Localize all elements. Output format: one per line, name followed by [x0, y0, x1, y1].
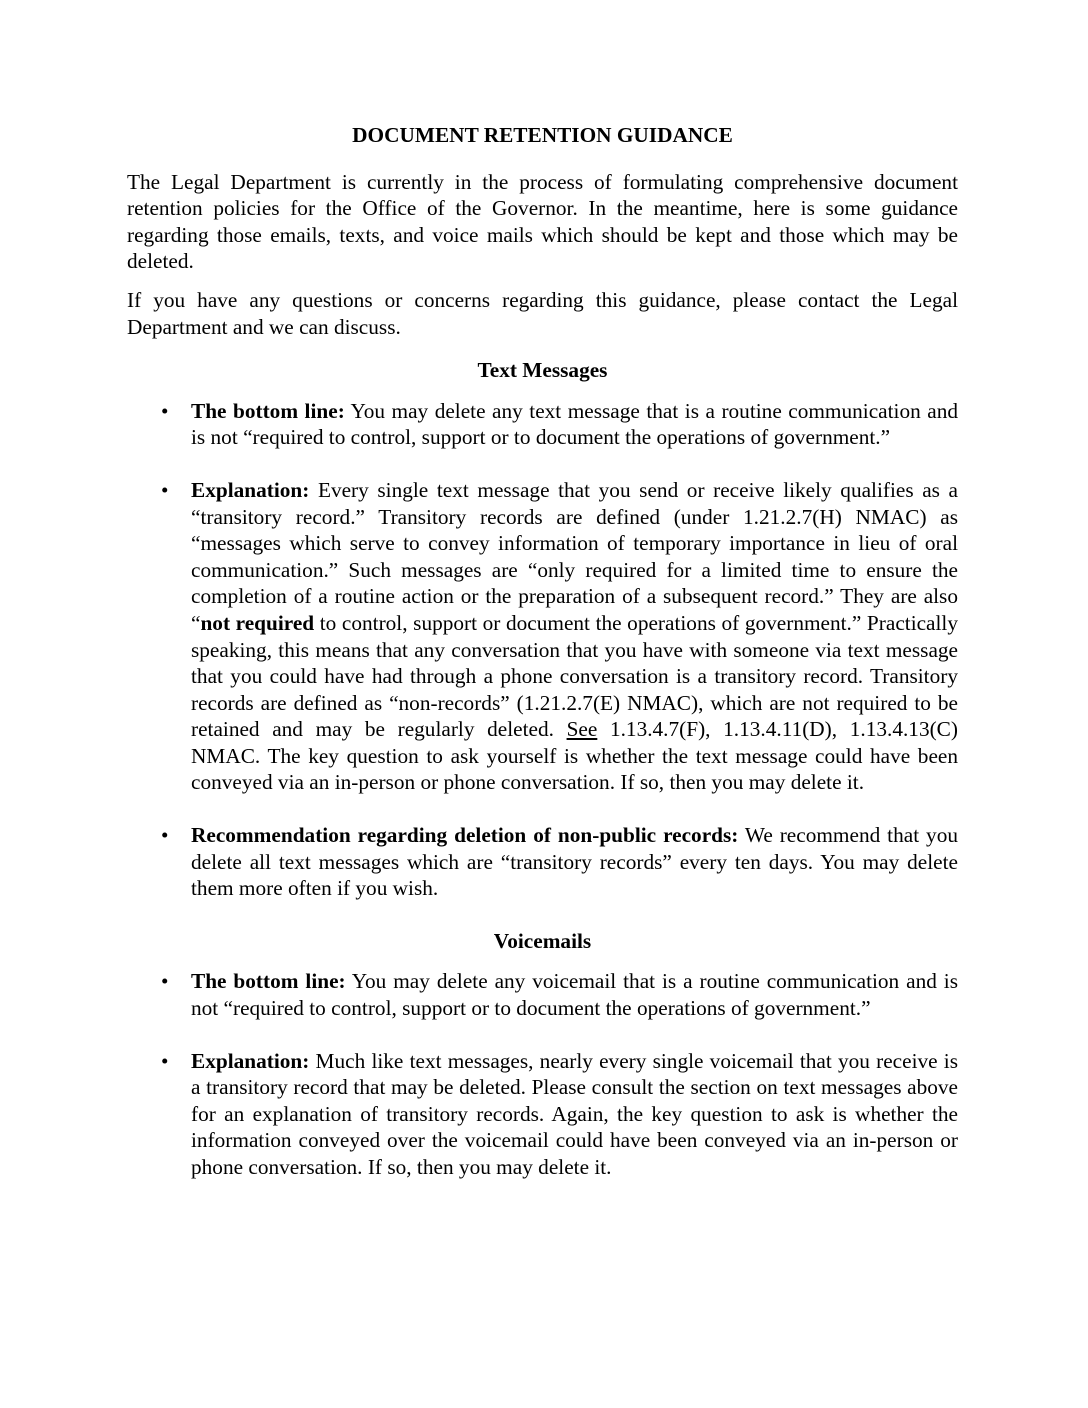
intro-paragraph: [127, 169, 958, 275]
list-item: [127, 398, 958, 451]
bold-run: Explanation:: [191, 1048, 310, 1073]
bold-run: Recommendation regarding deletion of non-public records:: [191, 823, 739, 848]
intro-section: [127, 169, 958, 341]
intro-paragraph: [127, 287, 958, 340]
text-run: 1.13.4.7(F), 1.13.4.11(D), 1.13.4.13(C) NMAC. The key question to ask yourself is whether the text message could have been conveyed via an in-person or phone conversation. If so, then you may delete it.: [191, 717, 958, 795]
bold-run: not required: [200, 610, 315, 635]
text-run: If you have any questions or concerns regarding this guidance, please contact the Legal Department and we can discuss.: [127, 287, 958, 339]
text-run: to control, support or document the operations of government.” Practically speaking, this means that any conversation that you have with someone via text message that you could have had through a phone conversation is a transitory record. Transitory records are defined as “non-records” (1.21.2.7(E) NMAC), which are not required to be retained and may be regularly deleted.: [191, 610, 958, 742]
text-run: You may delete any text message that is a routine communication and is not “required to control, support or to document the operations of government.”: [191, 398, 958, 450]
bold-run: The bottom line:: [191, 969, 346, 994]
bold-run: Explanation:: [191, 477, 310, 502]
section-heading: Text Messages: [477, 358, 608, 383]
text-run: The Legal Department is currently in the process of formulating comprehensive document retention policies for the Office of the Governor. In the meantime, here is some guidance regarding those emails, texts, and voice mails which should be kept and those which may be deleted.: [127, 169, 958, 274]
text-run: You may delete any voicemail that is a routine communication and is not “required to control, support or to document the operations of government.”: [191, 969, 958, 1021]
section-heading: Voicemails: [493, 928, 592, 953]
list-item: [127, 1048, 958, 1181]
text-run: Every single text message that you send or receive likely qualifies as a “transitory record.” Transitory records are defined (under 1.21.2.7(H) NMAC) as “messages which serve to convey information of temporary importance in lieu of oral communication.” Such messages are “only required for a limited time to ensure the completion of a routine action or the preparation of a subsequent record.” They are also “: [191, 477, 958, 635]
underline-run: See: [566, 717, 598, 742]
list-item: [127, 477, 958, 796]
bold-run: The bottom line:: [191, 398, 345, 423]
list-item: [127, 968, 958, 1021]
document-title: DOCUMENT RETENTION GUIDANCE: [352, 123, 733, 147]
bullet-list: [127, 968, 958, 1180]
bullet-list: [127, 398, 958, 902]
text-run: We recommend that you delete all text messages which are “transitory records” every ten days. You may delete them more often if you wish.: [191, 823, 958, 901]
document-body: [127, 357, 958, 1180]
list-item: [127, 822, 958, 902]
text-run: Much like text messages, nearly every single voicemail that you receive is a transitory record that may be deleted. Please consult the section on text messages above for an explanation of transitory records. Again, the key question to ask is whether the information conveyed over the voicemail could have been conveyed via an in-person or phone conversation. If so, then you may delete it.: [191, 1048, 958, 1179]
